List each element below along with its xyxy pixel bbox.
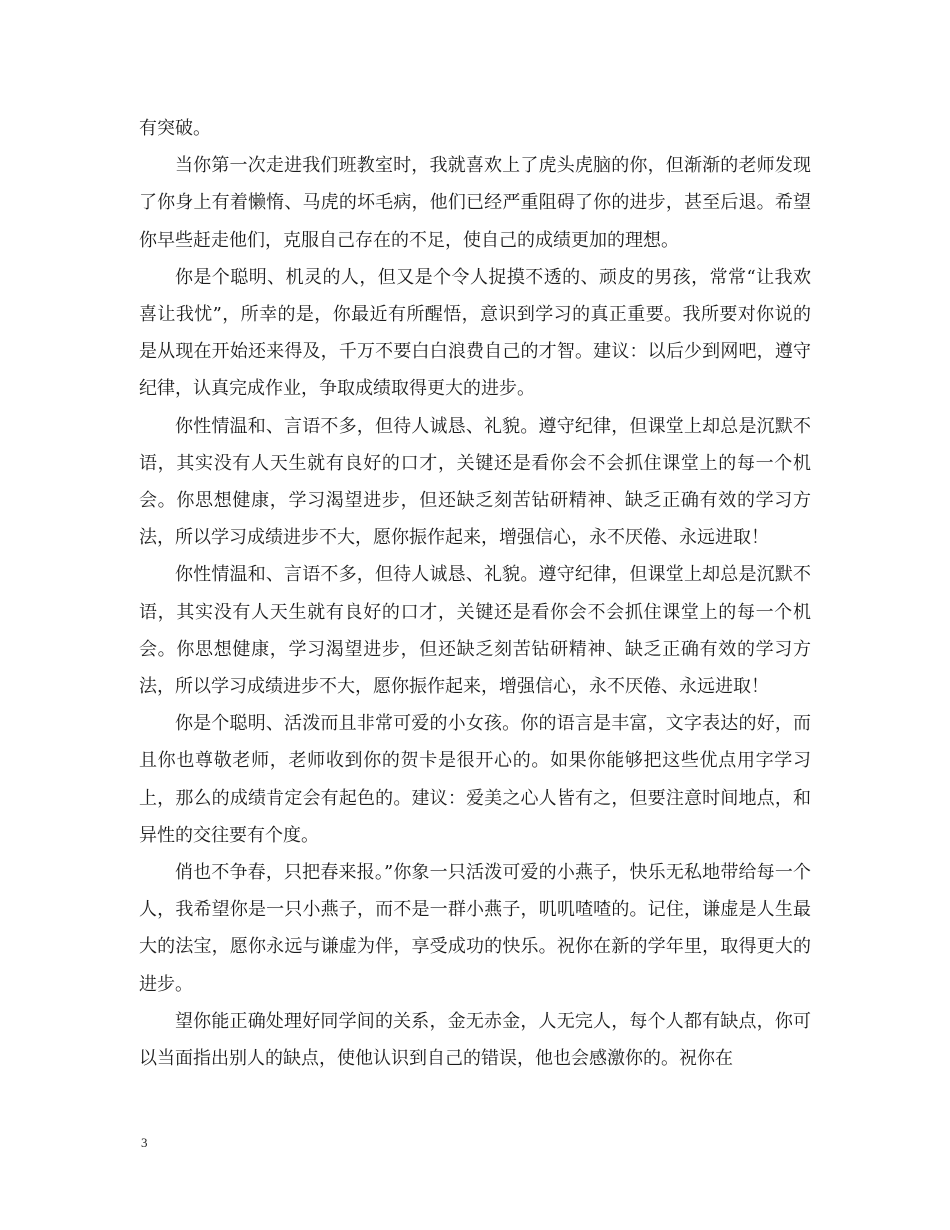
paragraph-7: 俏也不争春，只把春来报。”你象一只活泼可爱的小燕子，快乐无私地带给每一个人，我希望你是一只小燕子，而不是一群小燕子，叽叽喳喳的。记住，谦虚是人生最大的法宝，愿你永远与谦虚为伴，享受成功的快乐。祝你在新的学年里，取得更大的进步。 (139, 862, 811, 995)
document-body (139, 110, 811, 1077)
paragraph-8: 望你能正确处理好同学间的关系，金无赤金，人无完人，每个人都有缺点，你可以当面指出别人的缺点，使他认识到自己的错误，他也会感激你的。祝你在 (139, 1010, 811, 1070)
paragraph-1: 有突破。 (139, 118, 211, 139)
paragraph-6: 你是个聪明、活泼而且非常可爱的小女孩。你的语言是丰富，文字表达的好，而且你也尊敬老师，老师收到你的贺卡是很开心的。如果你能够把这些优点用字学习上，那么的成绩肯定会有起色的。建议：爱美之心人皆有之，但要注意时间地点，和异性的交往要有个度。 (139, 713, 811, 846)
paragraph-3: 你是个聪明、机灵的人，但又是个令人捉摸不透的、顽皮的男孩，常常“让我欢喜让我忧”，所幸的是，你最近有所醒悟，意识到学习的真正重要。我所要对你说的是从现在开始还来得及，千万不要白白浪费自己的才智。建议：以后少到网吧，遵守纪律，认真完成作业，争取成绩取得更大的进步。 (139, 266, 811, 400)
paragraph-2: 当你第一次走进我们班教室时，我就喜欢上了虎头虎脑的你，但渐渐的老师发现了你身上有着懒惰、马虎的坏毛病，他们已经严重阻碍了你的进步，甚至后退。希望你早些赶走他们，克服自己存在的不足，使自己的成绩更加的理想。 (139, 155, 811, 251)
paragraph-5: 你性情温和、言语不多，但待人诚恳、礼貌。遵守纪律，但课堂上却总是沉默不语，其实没有人天生就有良好的口才，关键还是看你会不会抓住课堂上的每一个机会。你思想健康，学习渴望进步，但还缺乏刻苦钻研精神、缺乏正确有效的学习方法，所以学习成绩进步不大，愿你振作起来，增强信心，永不厌倦、永远进取！ (139, 564, 811, 698)
paragraph-4: 你性情温和、言语不多，但待人诚恳、礼貌。遵守纪律，但课堂上却总是沉默不语，其实没有人天生就有良好的口才，关键还是看你会不会抓住课堂上的每一个机会。你思想健康，学习渴望进步，但还缺乏刻苦钻研精神、缺乏正确有效的学习方法，所以学习成绩进步不大，愿你振作起来，增强信心，永不厌倦、永远进取！ (139, 415, 811, 549)
page-number: 3 (141, 1135, 148, 1150)
